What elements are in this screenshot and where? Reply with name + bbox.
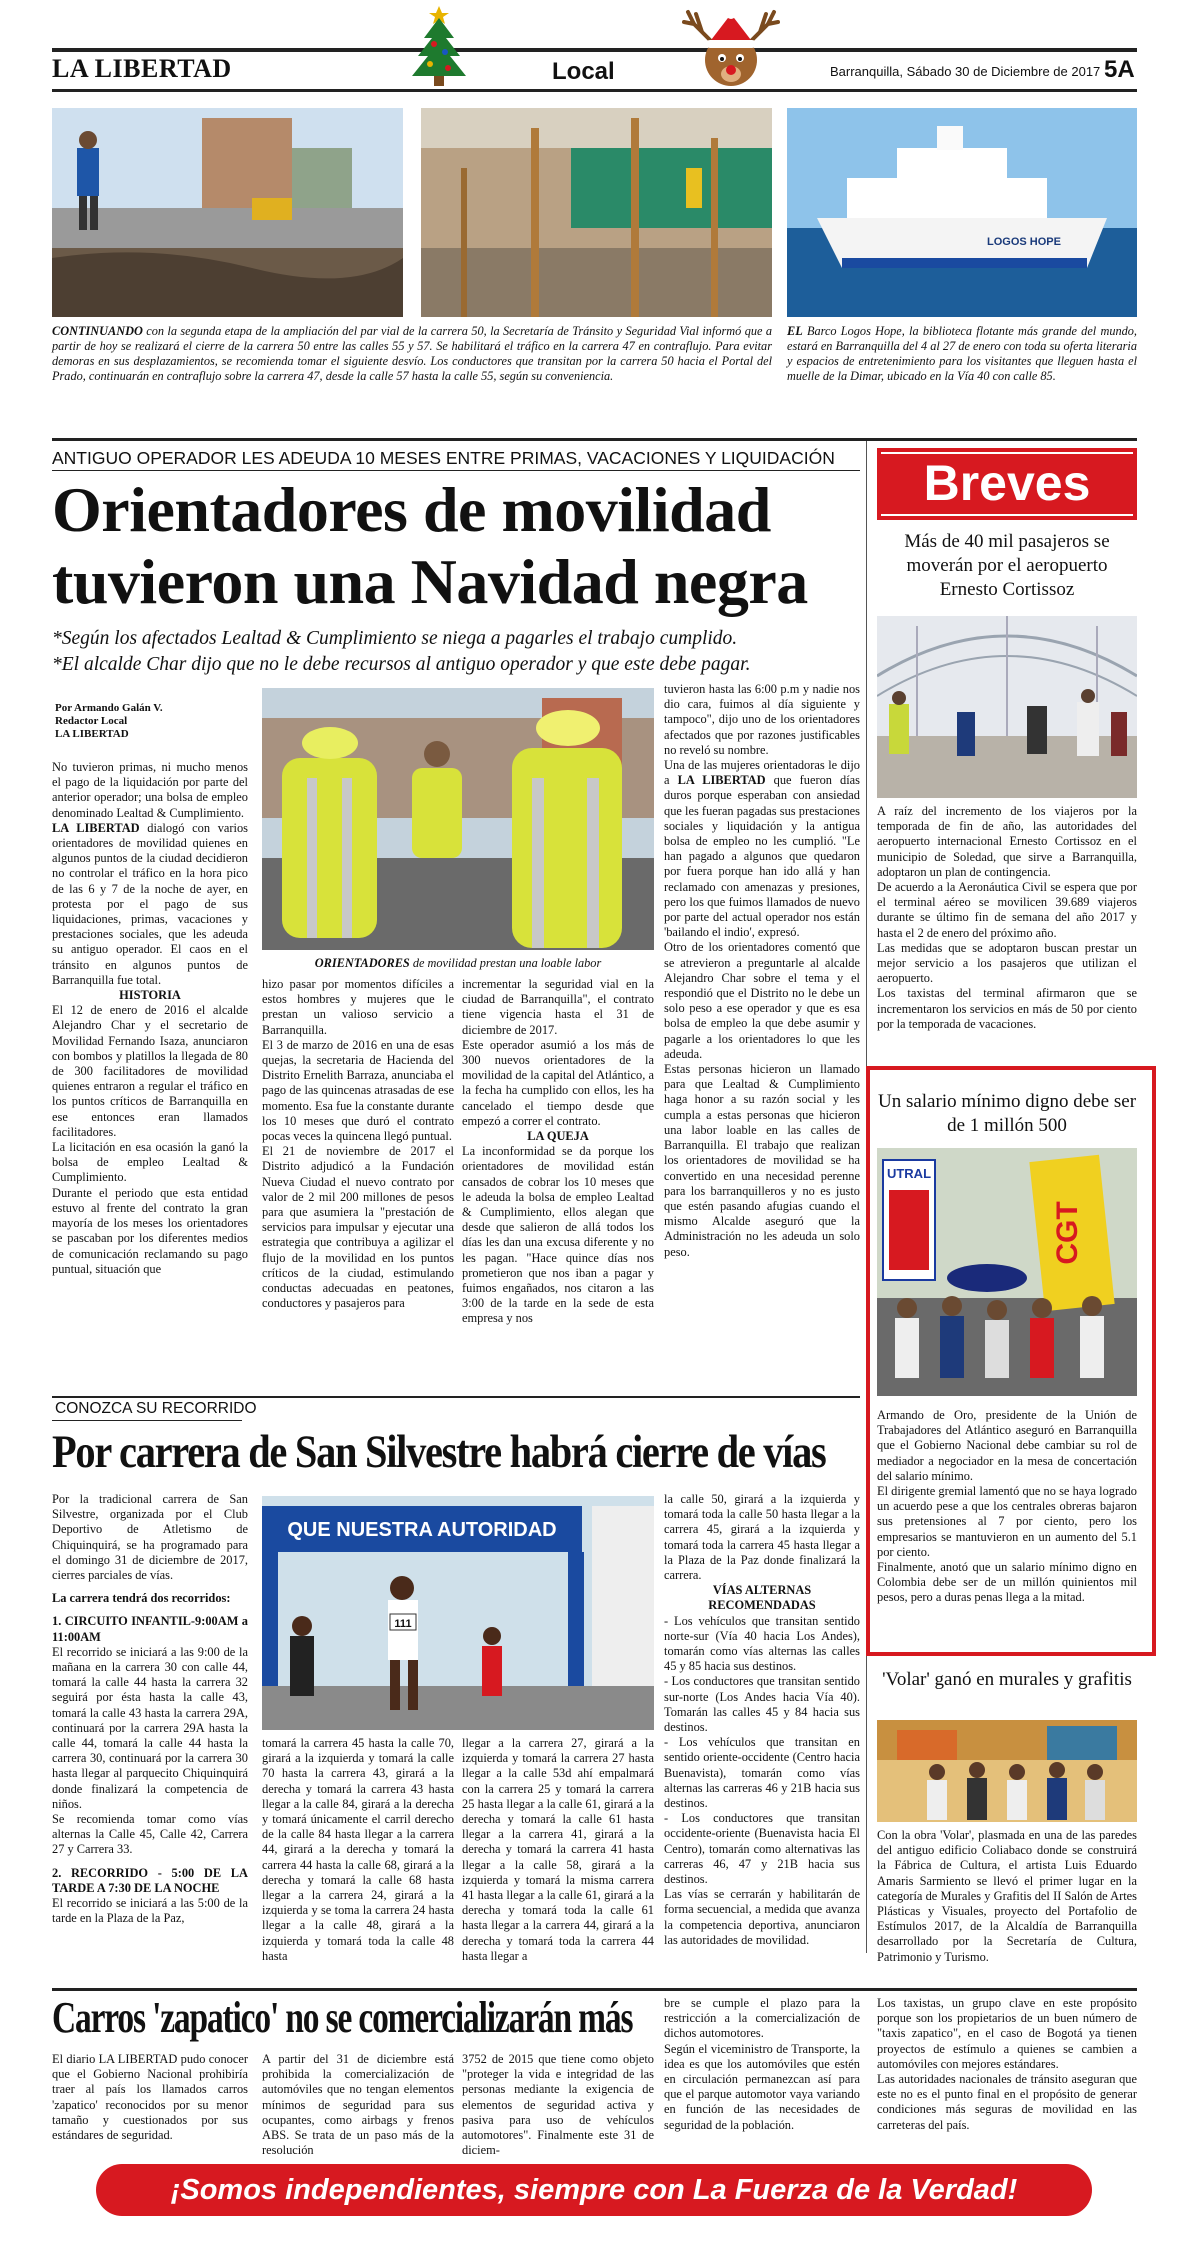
cars-top-rule (52, 1988, 1137, 1991)
utral-sign: UTRAL (886, 1166, 932, 1181)
masthead: LA LIBERTAD (52, 54, 232, 83)
race-headline: Por carrera de San Silvestre habrá cierre de vías (52, 1426, 826, 1478)
orientadores-caption: ORIENTADORES de movilidad prestan una loable labor (314, 956, 602, 970)
top-right-caption: EL Barco Logos Hope, la biblioteca flotante más grande del mundo, estará en Barranquilla del 4 al 27 de enero con toda su oferta literaria y espacios de entretenimiento para los visitantes que lleguen hasta el muelle de la Dimar, ubicado en la Vía 40 con calle 85. (787, 324, 1137, 383)
race-bib-number: 111 (394, 1618, 412, 1630)
construction-photo (421, 108, 772, 317)
ship-name-label: LOGOS HOPE (987, 236, 1061, 248)
breves-item1-body: A raíz del incremento de los viajeros por la temporada de fin de año, las autoridades del aeropuerto internacional Ernesto Cortissoz en el municipio de Soledad, que sirve a Barranquilla, adoptaron un plan de contingencia. De acuerdo a la Aeronáutica Civil se espera que por el terminal aéreo se movilicen 39.689 viajeros durante se último fin de semana del año 2017 y hasta el 2 de enero del próximo año. Las medidas que se adoptaron buscan prestar un mejor servicio a los pasajeros que utilizan el aeropuerto. Los taxistas del terminal afirmaron que se incrementaron los servicios en más de 50 por ciento por la temporada de vacaciones. (877, 804, 1137, 1031)
race-column-4: la calle 50, girará a la izquierda y tomará toda la calle 50 hasta llegar a la carrera 45, girará a la izquierda y tomará toda la carrera 45 hasta llegar a la Plaza de la Paz donde finalizará la carrera. VÍAS ALTERNAS RECOMENDADAS - Los vehículos que transitan sentido norte-sur (Vía 40 hacia Los Andes), tomarán como vías alternas las calles 45 y 85 hacia sus destinos. - Los conductores que transitan sentido sur-norte (Los Andes hacia Vía 40). Tomarán las calles 45 y 84 hacia sus destinos. - Los vehículos que transitan en sentido oriente-occidente (Centro hacia Buenavista), tomarán como vías alternas las carreras 46 y 21B hacia sus destinos. - Los conductores que transitan occidente-oriente (Buenavista hacia El Centro), tomarán como alternativas las carreras 46, 47 y 21B hacia sus destinos. Las vías se cerrarán y habilitarán de forma secuencial, a medida que avanza la competencia deportiva, anunciaron las autoridades de movilidad. (664, 1492, 860, 1947)
top-section-rule (52, 438, 1137, 441)
dateline: Barranquilla, Sábado 30 de Diciembre de 2017 (830, 64, 1101, 79)
top-left-caption: CONTINUANDO con la segunda etapa de la ampliación del par vial de la carrera 50, la Secretaría de Tránsito y Seguridad Vial informó que a partir de hoy se realizará el cierre de la carrera 50 entre las calles 55 y 57. Se habilitará el tráfico en la carrera 47 en contraflujo. Para evitar demoras en sus desplazamientos, se recomienda tomar el siguiente desvío. Los conductores que transitan por la carrera 50 hacia el Portal del Prado, continuarán en contraflujo sobre la carrera 47, desde la calle 57 hasta la calle 55, según su conveniencia. (52, 324, 772, 383)
breves-item3-title: 'Volar' ganó en murales y grafitis (882, 1669, 1132, 1690)
cars-column-1: El diario LA LIBERTAD pudo conocer que el Gobierno Nacional prohibiría traer al país los llamados carros 'zapatico' reconocidos por su menor tamaño y cuestionados por sus estándares de seguridad. (52, 2052, 248, 2143)
race-kicker: CONOZCA SU RECORRIDO (55, 1400, 257, 1417)
breves-item1-title: Más de 40 mil pasajeros se moverán por el aeropuerto Ernesto Cortissoz (904, 531, 1110, 600)
main-headline: Orientadores de movilidad tuvieron una Navidad negra (52, 474, 808, 617)
race-top-rule (52, 1396, 860, 1398)
reindeer-icon (680, 4, 782, 94)
mural-photo (877, 1720, 1137, 1822)
breves-banner (877, 448, 1137, 520)
logos-hope-ship-photo (787, 108, 1137, 317)
kicker-rule (52, 470, 860, 471)
christmas-tree-icon (408, 4, 470, 90)
section-name: Local (552, 58, 615, 85)
page-number: 5A (1104, 56, 1135, 83)
cars-headline: Carros 'zapatico' no se comercializarán más (52, 1993, 633, 2042)
race-kicker-rule (52, 1420, 242, 1421)
slogan-text: ¡Somos independientes, siempre con La Fuerza de la Verdad! (170, 2174, 1018, 2206)
main-deck: *Según los afectados Lealtad & Cumplimiento se niega a pagarles el trabajo cumplido. *El alcalde Char dijo que no le debe recursos al antiguo operador y que este debe pagar. (52, 628, 751, 675)
roadwork-photo (52, 108, 403, 317)
main-column-2: hizo pasar por momentos difíciles a estos hombres y mujeres que le prestan un valioso servicio a Barranquilla. El 3 de marzo de 2016 en una de esas quejas, la secretaria de Hacienda del Distrito Ernelith Barraza, anunciaba el pago de las quincenas atrasadas de ese momento. Esa fue la constante durante los 10 meses que duró el contrato pocas veces la quincena llegó puntual. El 21 de noviembre de 2017 el Distrito adjudicó a la Fundación Nueva Ciudad el nuevo contrato por valor de 2 mil 200 millones de pesos para que asumiera la "prestación de servicios para impulsar y ejecutar una estrategia que contribuya a agilizar el flujo de la movilidad en los puntos críticos de la ciudad, estimulando conductas adecuadas en peatones, conductores y pasajeros para (262, 977, 454, 1311)
race-column-3: llegar a la carrera 27, girará a la izquierda y tomará la carrera 27 hasta llegar a la calle 53d ahí empalmará con la carrera 25 y tomará la carrera 25 hasta llegar a la calle 61, girará a la derecha y tomará la calle 61 hasta llegar a la carrera 41, girará a la derecha y tomará la carrera 41 hasta llegar a la calle 58, girará a la izquierda y tomará la misma carrera 41 hasta llegar a la calle 61, girará a la derecha y tomará toda la calle 61 hasta llegar a la carrera 44, girará a la derecha y tomará toda la carrera 44 hasta llegar a (462, 1736, 654, 1963)
breves-item2-body: Armando de Oro, presidente de la Unión de Trabajadores del Atlántico aseguró en Barranquilla que el Gobierno Nacional debe cambiar su rol de mediador a negociador en la mesa de concertación del salario mínimo. El dirigente gremial lamentó que no se haya logrado un acuerdo pese a que los centrales obreras bajaron sus pretensiones al 7 por ciento, pero los empresarios se mantuvieron en un aumento del 5.1 por ciento. Finalmente, anotó que un salario mínimo digno en Colombia debe ser de un millón quinientos mil pesos, pero a duras penas llega a la mitad. (877, 1408, 1137, 1605)
main-column-3: incrementar la seguridad vial en la ciudad de Barranquilla", el contrato tiene vigencia hasta el 31 de diciembre de 2017. Este operador asumió a los más de 300 nuevos orientadores de la movilidad de la capital del Atlántico, a la fecha ha cumplido con ellos, les ha cancelado el tiempo desde que empezó a correr el contrato. LA QUEJA La inconformidad se da porque los orientadores de movilidad están cansados de cobrar los 10 meses que le adeuda la bolsa de empleo Lealtad & Cumplimiento, ellos alegan que desde que salieron de allá todos los días les dan una excusa diferente y no les pagan. "Hace quince días nos prometieron que nos iban a pagar y fuimos engañados, nos citaron a las 3:00 de la tarde en la sede de esta empresa y nos (462, 977, 654, 1326)
breves-title: Breves (923, 455, 1091, 511)
cars-column-3: 3752 de 2015 que tiene como objeto "proteger la vida e integridad de las personas mediante la exigencia de elementos de seguridad activa y pasiva para uso de vehículos automotores". Finalmente este 31 de diciem- (462, 2052, 654, 2158)
orientadores-photo (262, 688, 654, 950)
main-column-4: tuvieron hasta las 6:00 p.m y nadie nos dio cara, fuimos al día siguiente y tampoco", dijo uno de los orientadores afectados que por razones justificables no reveló su nombre. Una de las mujeres orientadoras le dijo a LA LIBERTAD que fueron días duros porque esperaban con ansiedad que les fueran pagadas sus prestaciones sociales y liquidación y la antigua bolsa de empleo no les cumplió. "Le han pagado a algunos que quedaron por fuera porque han ido allá y han reclamado con amenazas y presiones, pero los que fuimos llamados de nuevo por parte del actual operador nos están 'bailando el indio', expresó. Otro de los orientadores comentó que se atrevieron a preguntarle al alcalde Alejandro Char sobre el tema y el respondió que el Distrito no le debe un solo peso a ese operador y que es esa bolsa de empleo la que debe asumir y pagarle a los orientadores lo que les adeuda. Estas personas hicieron un llamado para que Lealtad & Cumplimiento haga honor a su razón social y les cumpla a estas personas que hicieron una labor loable en las calles de Barranquilla. El trabajo que realizan los orientadores de movilidad se ha convertido en una necesidad perenne para los barranquilleros y no es justo que estén pasando afugias cuando el mismo Alcalde aseguró que la Administración no les adeuda un solo peso. (664, 682, 861, 1259)
header-top-rule (52, 48, 1137, 52)
main-column-1: No tuvieron primas, ni mucho menos el pago de la liquidación por parte del anterior operador; una bolsa de empleo denominado Lealtad & Cumplimiento. LA LIBERTAD dialogó con varios orientadores de movilidad quienes en algunos puntos de la ciudad decidieron no controlar el tráfico en la hora pico de las 6 y 7 de la noche de ayer, en protesta por el pago de sus liquidaciones, primas, vacaciones y prestaciones sociales, que les adeuda su antiguo operador. El caos en el tránsito en algunos puntos de Barranquilla fue total. HISTORIA El 12 de enero de 2016 el alcalde Alejandro Char y el secretario de Movilidad Fernando Isaza, anunciaron con bombos y platillos la llegada de 80 de 300 facilitadores de movilidad quienes entraron a regular el tráfico en los puntos críticos de Barranquilla en ese entonces eran llamados facilitadores. La licitación en esa ocasión la ganó la bolsa de empleo Lealtad & Cumplimiento. Durante el periodo que esta entidad estuvo al frente del contrato la gran mayoría de los meses los orientadores se pascaban por los diferentes medios de comunicación reclamando su pago puntual, situación que (52, 760, 248, 1276)
race-photo (262, 1496, 654, 1730)
breves-item2-title: Un salario mínimo digno debe ser de 1 millón 500 (877, 1091, 1137, 1136)
airport-photo (877, 616, 1137, 798)
byline: Por Armando Galán V. Redactor Local LA LIBERTAD (55, 702, 163, 740)
race-banner-text: QUE NUESTRA AUTORIDAD (287, 1519, 557, 1541)
race-column-1: Por la tradicional carrera de San Silvestre, organizada por el Club Deportivo de Atletismo de Chiquinquirá, se ha programado para el domingo 31 de diciembre de 2017, cierres parciales de vías. La carrera tendrá dos recorridos: 1. CIRCUITO INFANTIL-9:00AM a 11:00AM El recorrido se iniciará a las 9:00 de la mañana en la carrera 30 con calle 44, tomará la calle 44 hasta la carrera 32 seguirá por ésta hasta la calle 43, tomará la calle 43 hasta la carrera 29A, continuará por la carrera 29A hasta la calle 44, tomará la calle 44 hasta la carrera 30, continuará por la carrera 30 hasta llegar al parquecito Chiquinquirá donde finalizará la competencia de niños. Se recomienda tomar como vías alternas la Calle 45, Calle 42, Carrera 27 y Carrera 33. 2. RECORRIDO - 5:00 DE LA TARDE A 7:30 DE LA NOCHE El recorrido se iniciará a las 5:00 de la tarde en la Plaza de la Paz, (52, 1492, 248, 1926)
main-kicker: ANTIGUO OPERADOR LES ADEUDA 10 MESES ENTRE PRIMAS, VACACIONES Y LIQUIDACIÓN (52, 448, 835, 468)
cars-column-4: bre se cumple el plazo para la restricción a la comercialización de dichos automotores. Según el viceministro de Transporte, la idea es que los automóviles que estén en circulación permanezcan así para que el parque automotor vaya variando en función de las necesidades de seguridad de la población. (664, 1996, 860, 2132)
breves-item3-body: Con la obra 'Volar', plasmada en una de las paredes del antiguo edificio Coliabaco donde se construirá la Fábrica de Cultura, el artista Luis Eduardo Amaris Sarmiento se llevó el primer lugar en la categoría de Murales y Grafitis del II Salón de Artes Plásticas y Visuales, proyecto del Portafolio de Estímulos 2017, de la Alcaldía de Barranquilla desarrollado por la Secretaría de Cultura, Patrimonio y Turismo. (877, 1828, 1137, 1964)
slogan-banner (96, 2164, 1092, 2216)
cars-column-5: Los taxistas, un grupo clave en este propósito porque son los propietarios de un buen número de "taxis zapatico", en el caso de Bogotá ya tienen proyectos de estímulo a quienes se cambien a automóviles con mejores estándares. Las autoridades nacionales de tránsito aseguran que este no es el punto final en el propósito de generar condiciones más seguras de movilidad en las carreteras del país. (877, 1996, 1137, 2132)
protest-photo (877, 1148, 1137, 1396)
cars-column-2: A partir del 31 de diciembre está prohibida la comercialización de automóviles que no tengan elementos mínimos de seguridad para sus ocupantes, como airbags y frenos ABS. Se trata de un paso más de la resolución (262, 2052, 454, 2158)
cgt-sign: CGT (1051, 1201, 1084, 1265)
header-bottom-rule (52, 89, 1137, 92)
race-column-2: tomará la carrera 45 hasta la calle 70, girará a la izquierda y tomará la calle 70 hasta la carrera 43, girará a la derecha y tomará la carrera 43 hasta llegar a la calle 84, girará a la derecha y tomará únicamente el carril derecho de la calle 84 hasta llegar a la carrera 44, girará a la derecha y tomará la carrera 44 hasta la calle 68, girará a la derecha y tomará la calle 68 hasta llegar a la carrera 24, girará a la izquierda y se toma la carrera 24 hasta llegar a la calle 48, girará a la izquierda y tomará toda la calle 48 hasta (262, 1736, 454, 1963)
